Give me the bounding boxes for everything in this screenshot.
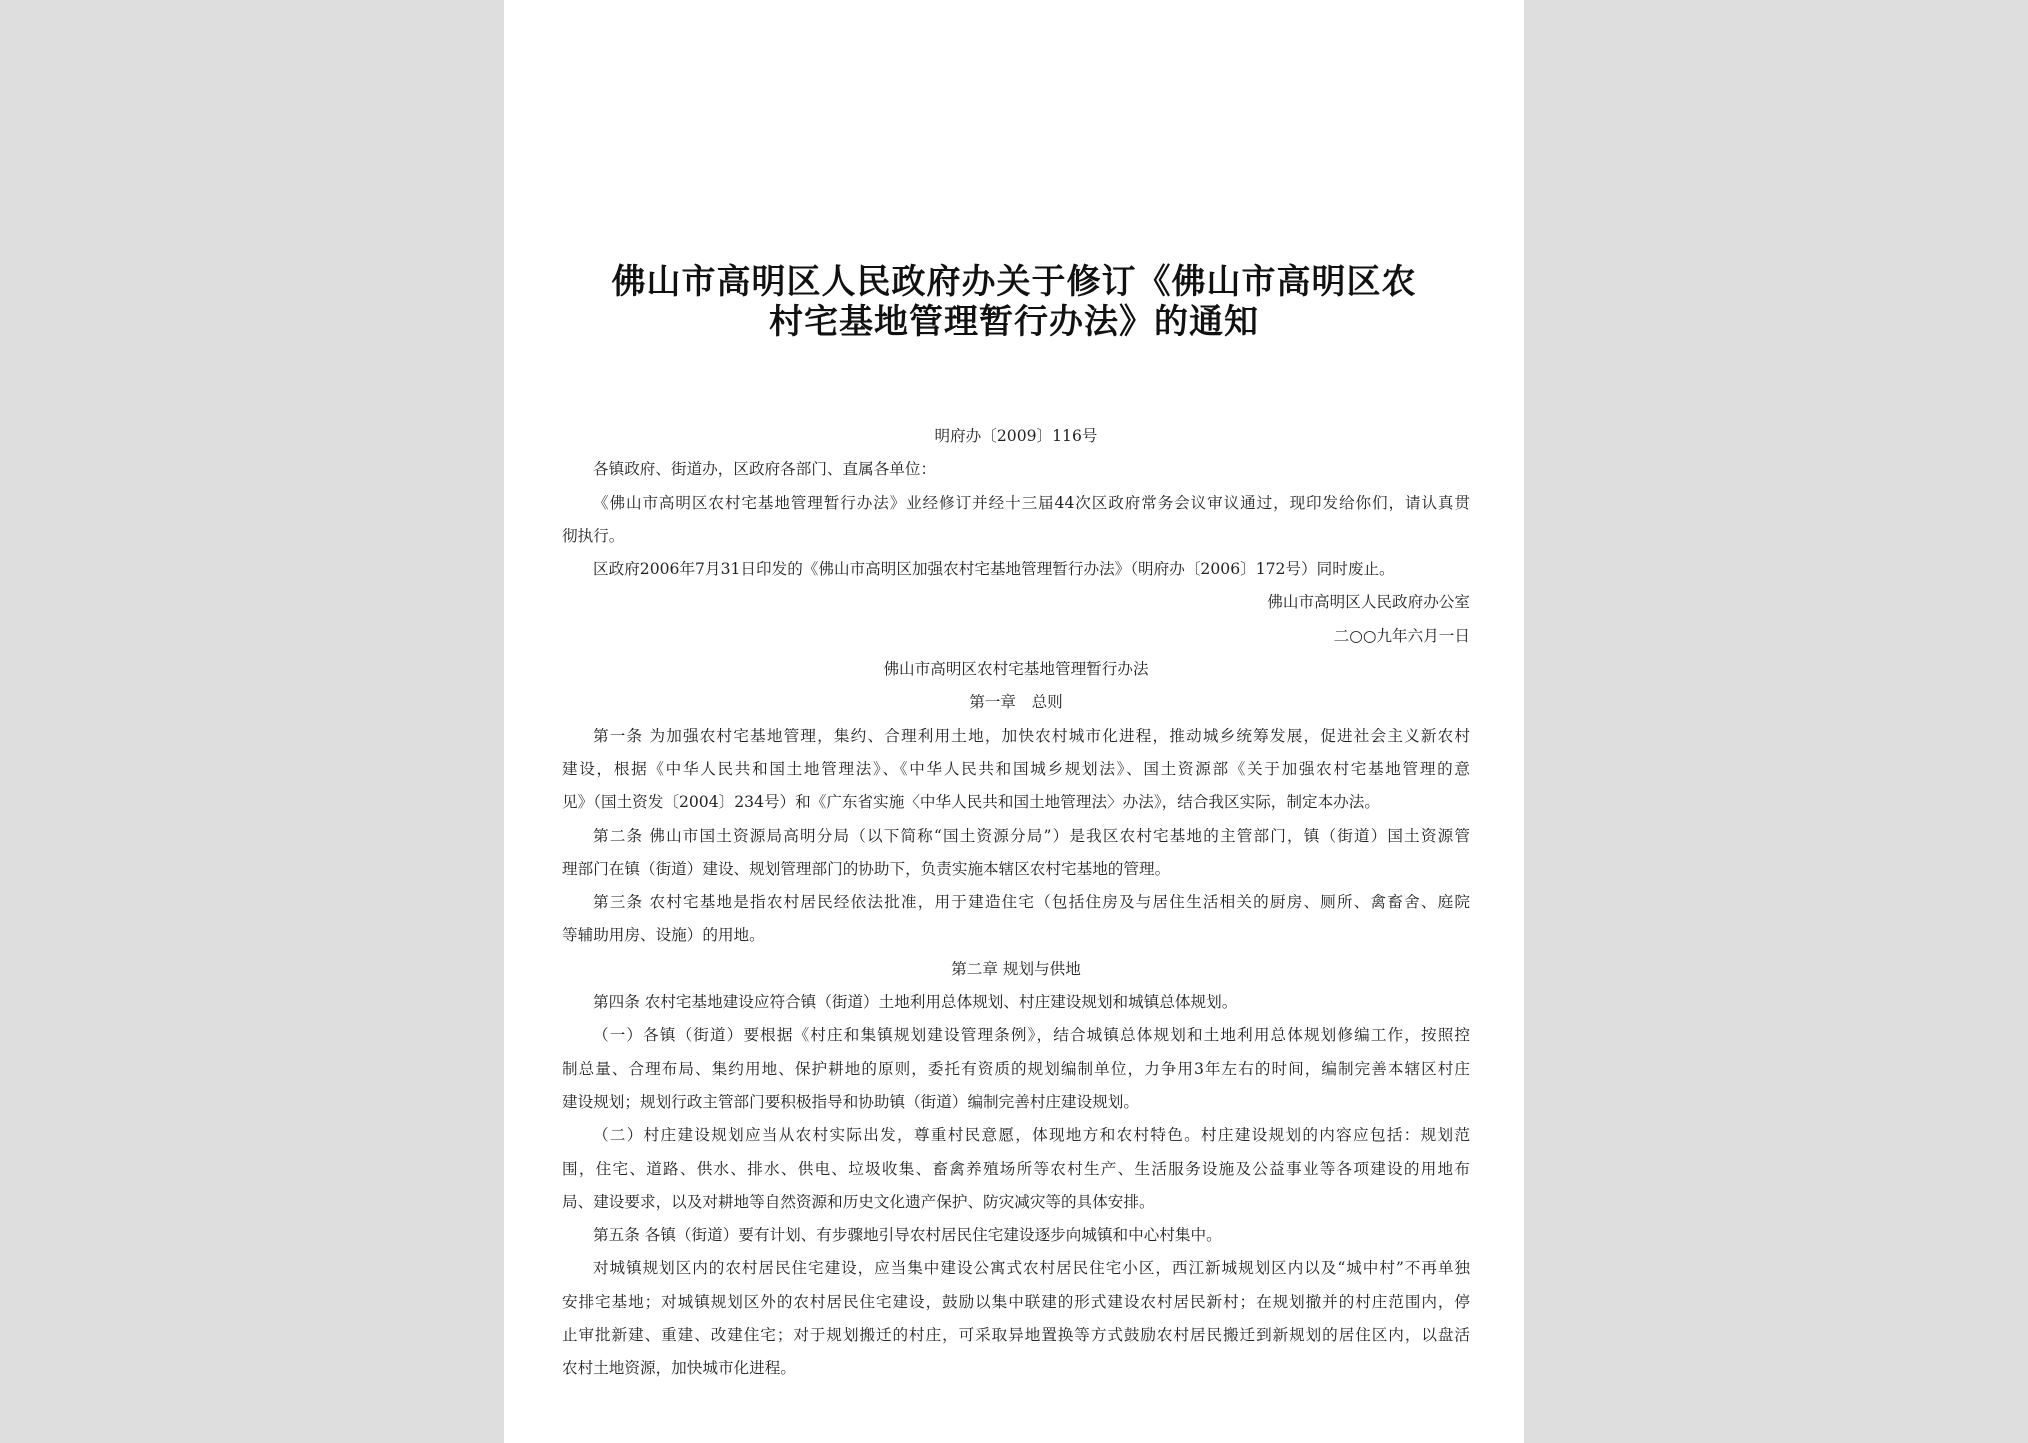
chapter-heading: 第一章 总则 [969,693,1063,712]
chapter-heading: 第二章 规划与供地 [951,959,1081,978]
article-line: 安排宅基地；对城镇规划区外的农村居民住宅建设，鼓励以集中联建的形式建设农村居民新村；在规划撤并的村庄范围内，停 [562,1292,1470,1311]
document-number: 明府办〔2009〕116号 [934,427,1098,445]
article-line: 局、建设要求，以及对耕地等自然资源和历史文化遗产保护、防灾减灾等的具体安排。 [562,1192,1155,1211]
paragraph-repeal: 区政府2006年7月31日印发的《佛山市高明区加强农村宅基地管理暂行办法》（明府办〔2006〕172号）同时废止。 [593,560,1395,579]
article-line: 止审批新建、重建、改建住宅；对于规划搬迁的村庄，可采取异地置换等方式鼓励农村居民搬迁到新规划的居住区内，以盘活 [562,1326,1470,1345]
article-line: 第四条 农村宅基地建设应符合镇（街道）土地利用总体规划、村庄建设规划和城镇总体规划。 [593,993,1238,1012]
title-line-2: 村宅基地管理暂行办法》的通知 [769,302,1259,342]
article-line: 等辅助用房、设施）的用地。 [562,926,765,945]
addressee: 各镇政府、街道办，区政府各部门、直属各单位： [593,460,937,479]
article-line: 建设，根据《中华人民共和国土地管理法》、《中华人民共和国城乡规划法》、国土资源部《关于加强农村宅基地管理的意 [562,759,1470,778]
article-line: 建设规划；规划行政主管部门要积极指导和协助镇（街道）编制完善村庄建设规划。 [562,1092,1139,1111]
article-line: 农村土地资源，加快城市化进程。 [562,1359,796,1378]
article-line: 理部门在镇（街道）建设、规划管理部门的协助下，负责实施本辖区农村宅基地的管理。 [562,859,1171,878]
title-line-1: 佛山市高明区人民政府办关于修订《佛山市高明区农 [611,262,1417,302]
document-body [562,420,1470,1386]
issue-date: 二○○九年六月一日 [1333,626,1470,645]
document-title [504,262,1524,342]
article-line: （二）村庄建设规划应当从农村实际出发，尊重村民意愿，体现地方和农村特色。村庄建设规划的内容应包括：规划范 [593,1126,1470,1145]
attachment-title: 佛山市高明区农村宅基地管理暂行办法 [883,660,1149,679]
paragraph-notice-line: 彻执行。 [562,526,625,545]
article-line: 第一条 为加强农村宅基地管理，集约、合理利用土地，加快农村城市化进程，推动城乡统筹发展，促进社会主义新农村 [593,726,1470,745]
document-page [504,0,1524,1443]
article-line: 围，住宅、道路、供水、排水、供电、垃圾收集、畜禽养殖场所等农村生产、生活服务设施及公益事业等各项建设的用地布 [562,1159,1470,1178]
issuing-office: 佛山市高明区人民政府办公室 [1267,593,1470,612]
article-line: 制总量、合理布局、集约用地、保护耕地的原则，委托有资质的规划编制单位，力争用3年左右的时间，编制完善本辖区村庄 [562,1059,1470,1078]
paragraph-notice-line: 《佛山市高明区农村宅基地管理暂行办法》业经修订并经十三届44次区政府常务会议审议通过，现印发给你们，请认真贯 [593,493,1470,512]
article-line: （一）各镇（街道）要根据《村庄和集镇规划建设管理条例》，结合城镇总体规划和土地利用总体规划修编工作，按照控 [593,1026,1470,1045]
article-line: 见》（国土资发〔2004〕234号）和《广东省实施〈中华人民共和国土地管理法〉办法》，结合我区实际，制定本办法。 [562,793,1380,812]
article-line: 第五条 各镇（街道）要有计划、有步骤地引导农村居民住宅建设逐步向城镇和中心村集中。 [593,1226,1222,1245]
article-line: 第三条 农村宅基地是指农村居民经依法批准，用于建造住宅（包括住房及与居住生活相关的厨房、厕所、禽畜舍、庭院 [593,893,1470,912]
article-line: 对城镇规划区内的农村居民住宅建设，应当集中建设公寓式农村居民住宅小区，西江新城规划区内以及“城中村”不再单独 [593,1259,1470,1278]
article-line: 第二条 佛山市国土资源局高明分局（以下简称“国土资源分局”）是我区农村宅基地的主管部门，镇（街道）国土资源管 [593,826,1470,845]
